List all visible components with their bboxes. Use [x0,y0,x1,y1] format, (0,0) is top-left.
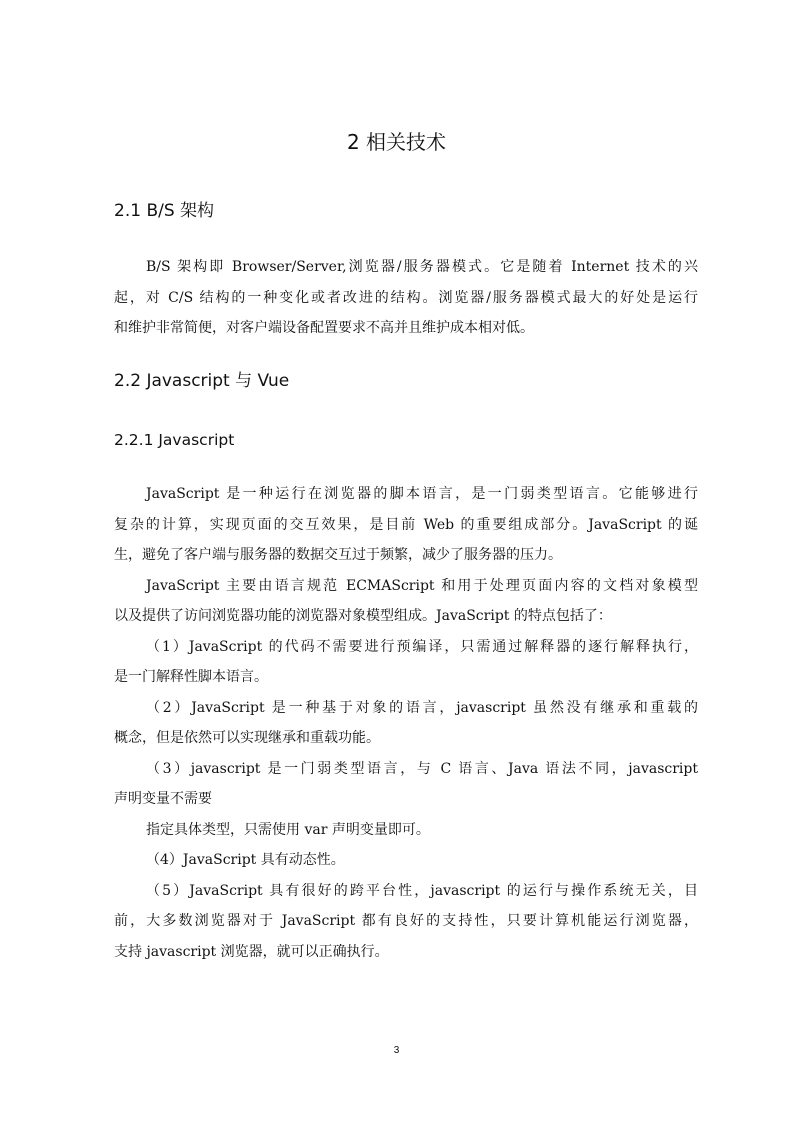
subsection-heading-javascript: 2.2.1 Javascript [114,431,235,449]
section-heading-javascript-vue: 2.2 Javascript 与 Vue [114,371,290,391]
list-item-line: （1）JavaScript 的代码不需要进行预编译，只需通过解释器的逐行解释执行， [146,638,698,655]
bs-architecture-paragraph [114,252,698,344]
text-line: 起，对 C/S 结构的一种变化或者改进的结构。浏览器/服务器模式最大的好处是运行 [114,289,698,306]
list-item-line: 概念，但是依然可以实现继承和重载功能。 [114,730,380,746]
list-item-line: 指定具体类型，只需使用 var 声明变量即可。 [146,821,430,838]
text-line: JavaScript 主要由语言规范 ECMAScript 和用于处理页面内容的文档对象模型 [146,577,698,594]
list-item-line: 声明变量不需要 [114,791,212,807]
javascript-intro-paragraph [114,479,698,967]
text-line: 生，避免了客户端与服务器的数据交互过于频繁，减少了服务器的压力。 [114,547,562,563]
chapter-title: 2 相关技术 [346,130,447,154]
list-item-line: （5）JavaScript 具有很好的跨平台性，javascript 的运行与操作系统无关，目 [146,882,698,899]
list-item-line: （4）JavaScript 具有动态性。 [146,852,345,868]
text-line: B/S 架构即 Browser/Server,浏览器/服务器模式。它是随着 Internet 技术的兴 [146,259,698,275]
list-item-line: 是一门解释性脚本语言。 [114,669,268,685]
text-line: JavaScript 是一种运行在浏览器的脚本语言，是一门弱类型语言。它能够进行 [146,486,698,502]
page-number: 3 [393,1045,400,1056]
list-item-line: 前，大多数浏览器对于 JavaScript 都有良好的支持性，只要计算机能运行浏览器， [114,913,698,929]
text-line: 复杂的计算，实现页面的交互效果，是目前 Web 的重要组成部分。JavaScript 的诞 [114,516,698,533]
list-item-line: 支持 javascript 浏览器，就可以正确执行。 [114,943,389,960]
text-line: 以及提供了访问浏览器功能的浏览器对象模型组成。JavaScript 的特点包括了： [114,608,612,624]
section-heading-bs-architecture: 2.1 B/S 架构 [114,201,215,221]
list-item-line: （3）javascript 是一门弱类型语言，与 C 语言、Java 语法不同，javascript [146,760,698,777]
text-line: 和维护非常简便，对客户端设备配置要求不高并且维护成本相对低。 [114,320,534,336]
list-item-line: （2）JavaScript 是一种基于对象的语言，javascript 虽然没有继承和重载的 [146,699,698,716]
